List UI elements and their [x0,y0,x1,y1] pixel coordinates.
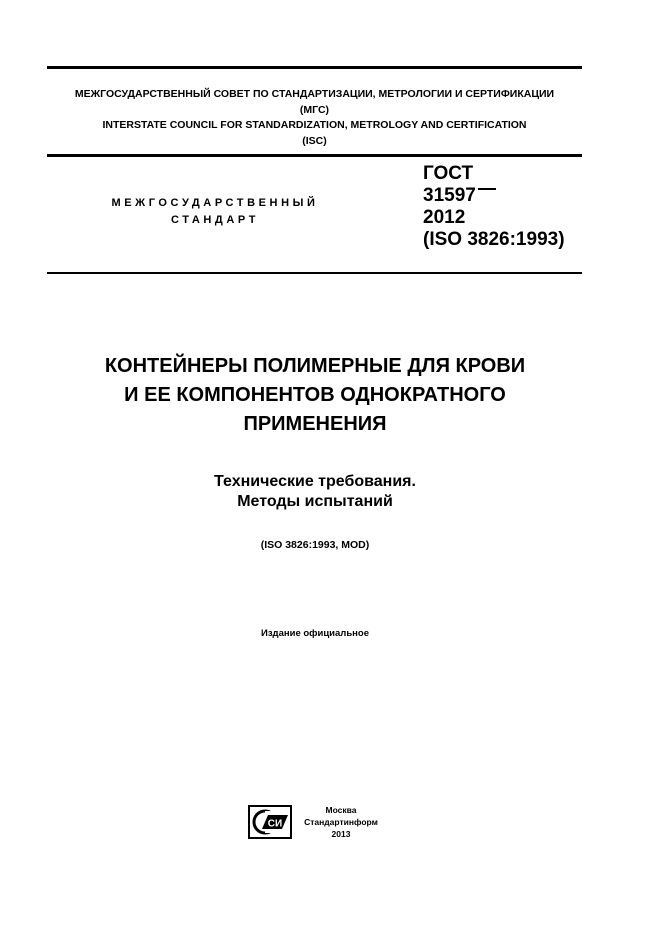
bottom-divider [47,272,582,274]
iso-reference: (ISO 3826:1993, MOD) [260,539,370,551]
document-title [40,352,590,439]
iso-equivalent: (ISO 3826:1993) [423,229,565,250]
standard-kind-line2: СТАНДАРТ [170,214,260,226]
title-line-1: КОНТЕЙНЕРЫ ПОЛИМЕРНЫЕ ДЛЯ КРОВИ [104,355,526,377]
gost-number-line [423,185,565,207]
publisher-city: Москва [325,805,357,815]
subtitle-line-1: Технические требования. [214,473,416,490]
publisher-year: 2013 [331,829,351,839]
standard-kind-line1: МЕЖГОСУДАРСТВЕННЫЙ [111,197,319,209]
gost-label: ГОСТ [423,163,474,184]
gost-designation [423,163,565,251]
top-divider [47,66,582,69]
title-line-3: ПРИМЕНЕНИЯ [243,413,387,435]
logo-text: СИ [267,818,283,830]
standard-kind [60,195,370,229]
council-header [47,87,582,149]
middle-divider [47,154,582,157]
council-abbr-ru: (МГС) [299,103,330,116]
subtitle-line-2: Методы испытаний [237,493,393,510]
standartinform-logo-icon [248,805,292,839]
edition-note: Издание официальное [261,628,369,639]
gost-year: 2012 [423,207,466,228]
council-abbr-en: (ISC) [302,134,327,147]
council-name-en: INTERSTATE COUNCIL FOR STANDARDIZATION, METROLOGY AND CERTIFICATION [102,119,527,131]
gost-number: 31597 [423,185,476,206]
title-line-2: И ЕЕ КОМПОНЕНТОВ ОДНОКРАТНОГО [124,384,506,406]
council-name-ru: МЕЖГОСУДАРСТВЕННЫЙ СОВЕТ ПО СТАНДАРТИЗАЦИИ, МЕТРОЛОГИИ И СЕРТИФИКАЦИИ [74,88,555,100]
gost-dash [478,188,496,190]
document-subtitle [40,472,590,512]
publisher-name: Стандартинформ [304,817,378,827]
publisher-info [296,804,386,840]
